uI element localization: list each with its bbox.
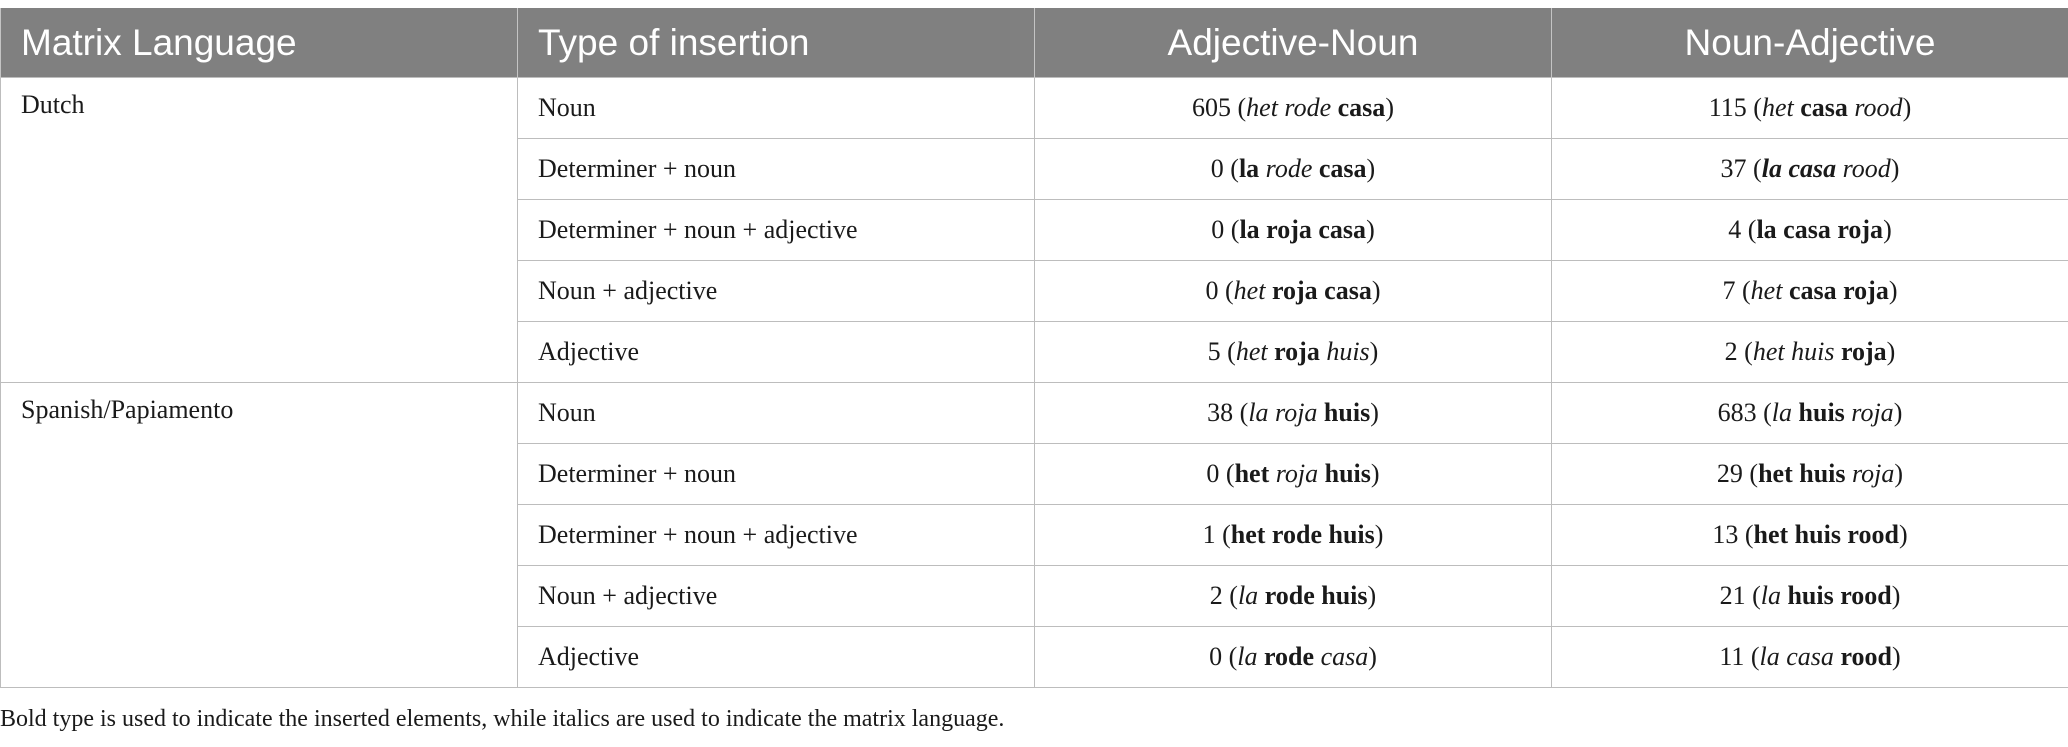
- cell-text-run: 7 (: [1722, 276, 1751, 305]
- cell-text-run: ): [1893, 398, 1903, 427]
- cell-text-run: ): [1898, 520, 1908, 549]
- cell-text-run: la casa: [1761, 154, 1837, 183]
- adjective-noun-cell: [1035, 566, 1552, 627]
- matrix-language-cell: Spanish/Papiamento: [1, 383, 518, 688]
- cell-text-run: het: [1234, 459, 1270, 488]
- insertion-type-cell: Determiner + noun: [518, 139, 1035, 200]
- cell-text-run: ): [1902, 93, 1912, 122]
- cell-text-run: roja: [1852, 459, 1895, 488]
- noun-adjective-cell: [1552, 139, 2068, 200]
- cell-text-run: ): [1891, 642, 1901, 671]
- noun-adjective-cell: [1552, 505, 2068, 566]
- noun-adjective-cell: [1552, 322, 2068, 383]
- cell-text-run: rode: [1265, 154, 1313, 183]
- insertion-type-cell: Adjective: [518, 322, 1035, 383]
- cell-text-run: het rode huis: [1230, 520, 1375, 549]
- cell-text-run: la: [1238, 154, 1260, 183]
- cell-text-run: rode huis: [1264, 581, 1368, 610]
- insertion-type-cell: Noun + adjective: [518, 566, 1035, 627]
- cell-text-run: roja casa: [1271, 276, 1372, 305]
- cell-text-run: 38 (: [1207, 398, 1249, 427]
- adjective-noun-cell: [1035, 505, 1552, 566]
- cell-text-run: la: [1771, 398, 1793, 427]
- cell-text-run: 115 (: [1708, 93, 1762, 122]
- cell-text-run: 683 (: [1717, 398, 1772, 427]
- cell-text-run: 11 (: [1719, 642, 1760, 671]
- cell-text-run: 21 (: [1719, 581, 1761, 610]
- cell-text-run: het rode: [1246, 93, 1332, 122]
- insertion-type-cell: Noun: [518, 78, 1035, 139]
- header-row: [1, 8, 2068, 78]
- table-row: [1, 383, 2068, 444]
- adjective-noun-cell: [1035, 627, 1552, 688]
- cell-text-run: het: [1761, 93, 1794, 122]
- cell-text-run: 0 (: [1210, 154, 1239, 183]
- cell-text-run: huis: [1326, 337, 1370, 366]
- cell-text-run: roja: [1840, 337, 1887, 366]
- noun-adjective-cell: [1552, 200, 2068, 261]
- adjective-noun-cell: [1035, 261, 1552, 322]
- cell-text-run: ): [1890, 154, 1900, 183]
- cell-text-run: la casa: [1759, 642, 1834, 671]
- cell-text-run: la roja: [1248, 398, 1318, 427]
- cell-text-run: ): [1366, 215, 1375, 244]
- cell-text-run: la casa roja: [1756, 215, 1884, 244]
- noun-adjective-cell: [1552, 444, 2068, 505]
- data-table-container: [0, 8, 2068, 688]
- cell-text-run: ): [1891, 581, 1901, 610]
- cell-text-run: huis: [1798, 398, 1845, 427]
- cell-text-run: 0 (: [1206, 459, 1235, 488]
- table-header: [1, 8, 2068, 78]
- noun-adjective-cell: [1552, 78, 2068, 139]
- cell-text-run: 605 (: [1192, 93, 1247, 122]
- cell-text-run: ): [1369, 337, 1379, 366]
- insertion-type-cell: Noun + adjective: [518, 261, 1035, 322]
- cell-text-run: huis rood: [1787, 581, 1892, 610]
- cell-text-run: 37 (: [1720, 154, 1762, 183]
- cell-text-run: casa roja: [1788, 276, 1889, 305]
- cell-text-run: roja: [1275, 459, 1319, 488]
- table-footnote: Bold type is used to indicate the inserted elements, while italics are used to indicate the matrix language.: [0, 706, 1005, 732]
- cell-text-run: rode: [1263, 642, 1315, 671]
- data-table: [0, 8, 2068, 688]
- adjective-noun-cell: [1035, 444, 1552, 505]
- cell-text-run: ): [1888, 276, 1898, 305]
- cell-text-run: casa: [1800, 93, 1848, 122]
- cell-text-run: 29 (: [1716, 459, 1759, 488]
- cell-text-run: la roja casa: [1239, 215, 1367, 244]
- matrix-language-cell: Dutch: [1, 78, 518, 383]
- cell-text-run: ): [1886, 337, 1896, 366]
- cell-text-run: rood: [1842, 154, 1891, 183]
- cell-text-run: 2 (: [1724, 337, 1753, 366]
- cell-text-run: het huis rood: [1753, 520, 1899, 549]
- cell-text-run: casa: [1337, 93, 1386, 122]
- noun-adjective-cell: [1552, 627, 2068, 688]
- cell-text-run: huis: [1324, 459, 1371, 488]
- insertion-type-cell: Determiner + noun + adjective: [518, 200, 1035, 261]
- table-body: [1, 78, 2068, 688]
- noun-adjective-cell: [1552, 383, 2068, 444]
- cell-text-run: ): [1370, 459, 1380, 488]
- cell-text-run: 0 (: [1209, 642, 1238, 671]
- cell-text-run: la: [1237, 581, 1259, 610]
- insertion-type-cell: Determiner + noun + adjective: [518, 505, 1035, 566]
- cell-text-run: ): [1368, 642, 1377, 671]
- insertion-type-cell: Adjective: [518, 627, 1035, 688]
- adjective-noun-cell: [1035, 383, 1552, 444]
- cell-text-run: 5 (: [1207, 337, 1236, 366]
- adjective-noun-cell: [1035, 78, 1552, 139]
- cell-text-run: casa: [1320, 642, 1369, 671]
- insertion-type-cell: Noun: [518, 383, 1035, 444]
- cell-text-run: 4 (: [1728, 215, 1757, 244]
- cell-text-run: la: [1237, 642, 1258, 671]
- cell-text-run: 13 (: [1712, 520, 1754, 549]
- noun-adjective-cell: [1552, 261, 2068, 322]
- cell-text-run: ): [1370, 398, 1379, 427]
- adjective-noun-cell: [1035, 200, 1552, 261]
- cell-text-run: rood: [1840, 642, 1892, 671]
- cell-text-run: ): [1385, 93, 1394, 122]
- cell-text-run: het huis: [1758, 459, 1846, 488]
- cell-text-run: het: [1233, 276, 1266, 305]
- header-type-of-insertion: Type of insertion: [518, 8, 1035, 78]
- header-adjective-noun: Adjective-Noun: [1035, 8, 1552, 78]
- cell-text-run: ): [1367, 581, 1377, 610]
- noun-adjective-cell: [1552, 566, 2068, 627]
- cell-text-run: la: [1760, 581, 1781, 610]
- adjective-noun-cell: [1035, 139, 1552, 200]
- cell-text-run: roja: [1274, 337, 1320, 366]
- cell-text-run: roja: [1851, 398, 1894, 427]
- cell-text-run: 2 (: [1209, 581, 1238, 610]
- adjective-noun-cell: [1035, 322, 1552, 383]
- cell-text-run: ): [1883, 215, 1892, 244]
- cell-text-run: 1 (: [1202, 520, 1231, 549]
- cell-text-run: 0 (: [1205, 276, 1234, 305]
- insertion-type-cell: Determiner + noun: [518, 444, 1035, 505]
- cell-text-run: ): [1374, 520, 1384, 549]
- cell-text-run: ): [1371, 276, 1381, 305]
- cell-text-run: het: [1750, 276, 1783, 305]
- cell-text-run: 0 (: [1211, 215, 1240, 244]
- cell-text-run: rood: [1854, 93, 1903, 122]
- cell-text-run: huis: [1323, 398, 1371, 427]
- cell-text-run: het: [1235, 337, 1268, 366]
- table-row: [1, 78, 2068, 139]
- cell-text-run: ): [1366, 154, 1376, 183]
- cell-text-run: casa: [1318, 154, 1367, 183]
- cell-text-run: het huis: [1752, 337, 1835, 366]
- header-matrix-language: Matrix Language: [1, 8, 518, 78]
- header-noun-adjective: Noun-Adjective: [1552, 8, 2068, 78]
- cell-text-run: ): [1894, 459, 1904, 488]
